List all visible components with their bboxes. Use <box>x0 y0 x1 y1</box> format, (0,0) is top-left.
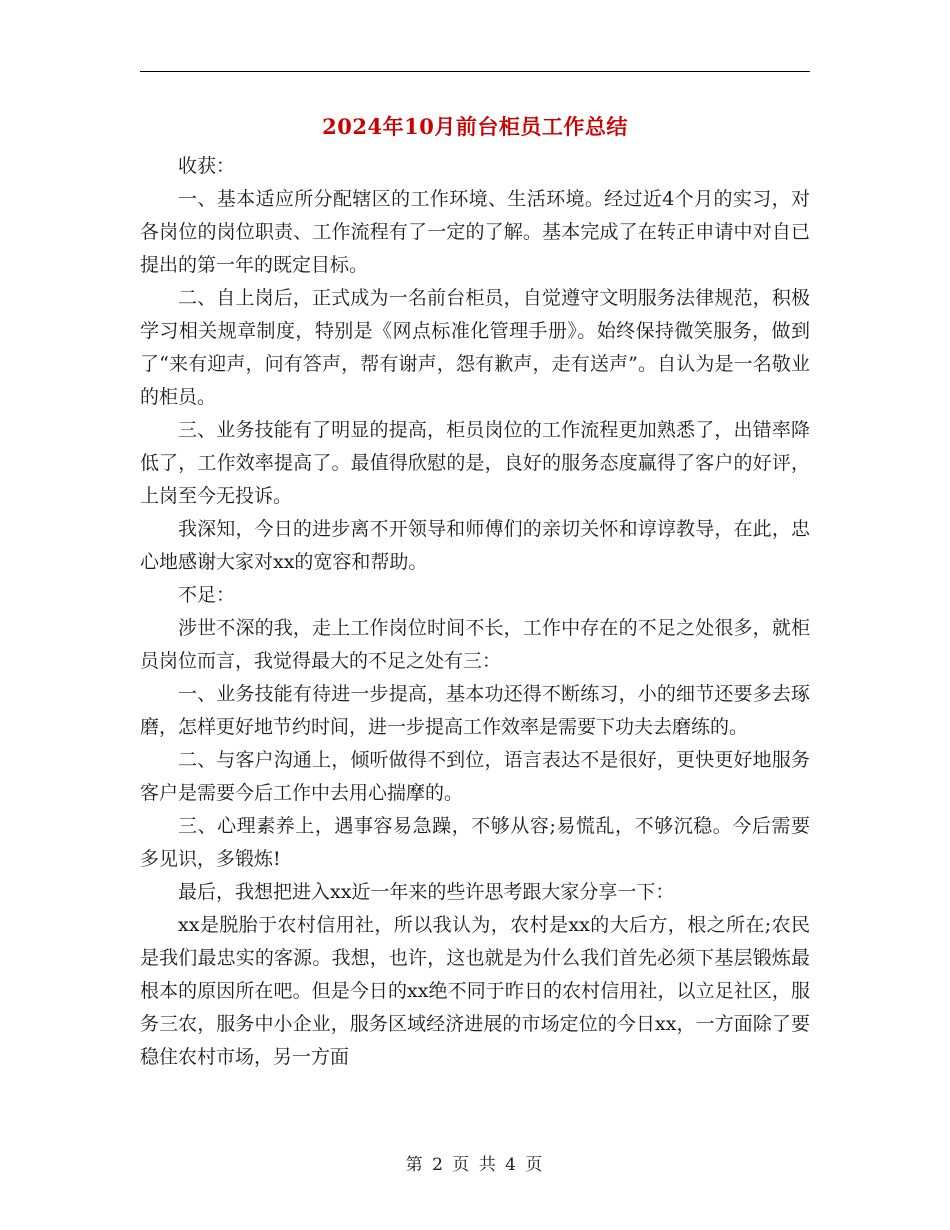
header-rule <box>140 71 810 72</box>
paragraph: 涉世不深的我，走上工作岗位时间不长，工作中存在的不足之处很多，就柜员岗位而言，我觉得最大的不足之处有三： <box>140 617 810 672</box>
paragraph: 最后，我想把进入xx近一年来的些许思考跟大家分享一下： <box>178 881 675 903</box>
paragraph: 一、业务技能有待进一步提高，基本功还得不断练习，小的细节还要多去琢磨，怎样更好地节约时间，进一步提高工作效率是需要下功夫去磨练的。 <box>140 683 810 738</box>
paragraph: xx是脱胎于农村信用社，所以我认为，农村是xx的大后方，根之所在;农民是我们最忠实的客源。我想，也许，这也就是为什么我们首先必须下基层锻炼最根本的原因所在吧。但是今日的xx绝不同于昨日的农村信用社，以立足社区，服务三农，服务中小企业，服务区域经济进展的市场定位的今日xx，一方面除了要稳住农村市场，另一方面 <box>140 914 810 1068</box>
page-number: 第 2 页 共 4 页 <box>405 1155 545 1175</box>
paragraph: 二、与客户沟通上，倾听做得不到位，语言表达不是很好，更快更好地服务客户是需要今后工作中去用心揣摩的。 <box>140 749 810 804</box>
paragraph: 收获： <box>178 155 236 177</box>
paragraph: 我深知，今日的进步离不开领导和师傅们的亲切关怀和谆谆教导，在此，忠心地感谢大家对xx的宽容和帮助。 <box>140 518 810 573</box>
paragraph: 二、自上岗后，正式成为一名前台柜员，自觉遵守文明服务法律规范，积极学习相关规章制度，特别是《网点标准化管理手册》。始终保持微笑服务，做到了“来有迎声，问有答声，帮有谢声，怨有歉声，走有送声”。自认为是一名敬业的柜员。 <box>140 287 810 408</box>
document-title: 2024年10月前台柜员工作总结 <box>322 114 628 139</box>
paragraph: 不足： <box>178 584 236 606</box>
paragraph: 三、心理素养上，遇事容易急躁，不够从容;易慌乱，不够沉稳。今后需要多见识，多锻炼! <box>140 815 810 870</box>
document-body <box>140 150 810 1074</box>
paragraph: 三、业务技能有了明显的提高，柜员岗位的工作流程更加熟悉了，出错率降低了，工作效率提高了。最值得欣慰的是，良好的服务态度赢得了客户的好评，上岗至今无投诉。 <box>140 419 810 507</box>
paragraph: 一、基本适应所分配辖区的工作环境、生活环境。经过近4个月的实习，对各岗位的岗位职责、工作流程有了一定的了解。基本完成了在转正申请中对自已提出的第一年的既定目标。 <box>140 188 810 276</box>
